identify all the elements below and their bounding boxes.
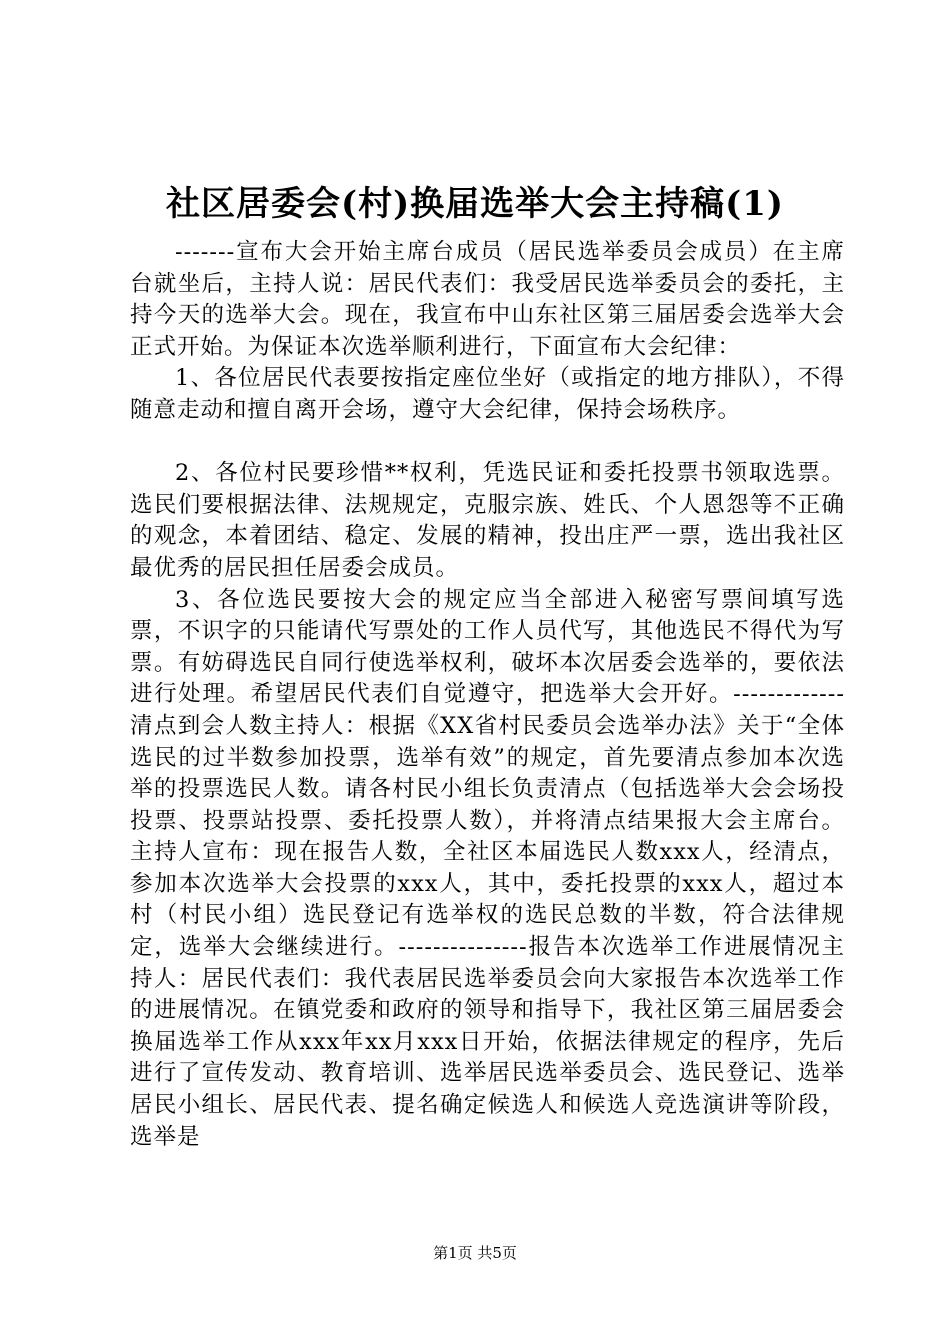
- paragraph-opening: -------宣布大会开始主席台成员（居民选举委员会成员）在主席台就坐后，主持人说：居民代表们：我受居民选举委员会的委托，主持今天的选举大会。现在，我宣布中山东社区第三届居委会选举大会正式开始。为保证本次选举顺利进行，下面宣布大会纪律：: [130, 239, 845, 360]
- page-footer: 第1页 共5页: [433, 1244, 517, 1262]
- paragraph-rule-3: 3、各位选民要按大会的规定应当全部进入秘密写票间填写选票，不识字的只能请代写票处的工作人员代写，其他选民不得代为写票。有妨碍选民自同行使选举权利，破坏本次居委会选举的，要依法进行处理。希望居民代表们自觉遵守，把选举大会开好。-------------清点到会人数主持人：根据《XX省村民委员会选举办法》关于“全体选民的过半数参加投票，选举有效”的规定，首先要清点参加本次选举的投票选民人数。请各村民小组长负责清点（包括选举大会会场投投票、投票站投票、委托投票人数），并将清点结果报大会主席台。主持人宣布：现在报告人数，全社区本届选民人数xxx人，经清点，参加本次选举大会投票的xxx人，其中，委托投票的xxx人，超过本村（村民小组）选民登记有选举权的选民总数的半数，符合法律规定，选举大会继续进行。---------------报告本次选举工作进展情况主持人：居民代表们：我代表居民选举委员会向大家报告本次选举工作的进展情况。在镇党委和政府的领导和指导下，我社区第三届居委会换届选举工作从xxx年xx月xxx日开始，依据法律规定的程序，先后进行了宣传发动、教育培训、选举居民选举委员会、选民登记、选举居民小组长、居民代表、提名确定候选人和候选人竞选演讲等阶段，选举是: [130, 586, 845, 1150]
- document-title: 社区居委会(村)换届选举大会主持稿(1): [165, 184, 784, 224]
- paragraph-rule-1: 1、各位居民代表要按指定座位坐好（或指定的地方排队），不得随意走动和擅自离开会场，遵守大会纪律，保持会场秩序。: [130, 365, 845, 423]
- document-body: [130, 237, 845, 1153]
- paragraph-rule-2: 2、各位村民要珍惜**权利，凭选民证和委托投票书领取选票。选民们要根据法律、法规规定，克服宗族、姓氏、个人恩怨等不正确的观念，本着团结、稳定、发展的精神，投出庄严一票，选出我社区最优秀的居民担任居委会成员。: [130, 460, 845, 581]
